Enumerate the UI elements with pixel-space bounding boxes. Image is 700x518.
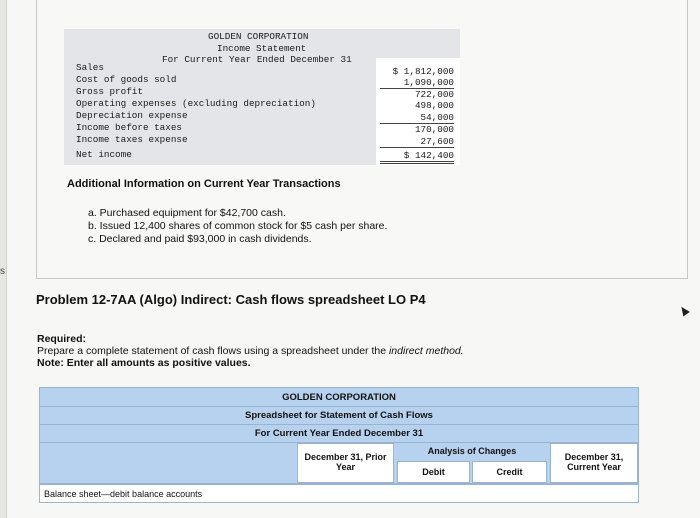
col-header-analysis: Analysis of Changes <box>397 443 547 461</box>
is-row-amount: 54,000 <box>420 112 454 123</box>
page-edge <box>0 0 7 518</box>
ss-header-band <box>40 407 638 425</box>
is-row-label: Income before taxes <box>76 122 183 133</box>
cash-flow-spreadsheet <box>39 387 639 503</box>
is-row-amount: 722,000 <box>414 89 454 100</box>
additional-item: b. Issued 12,400 shares of common stock for $5 cash per share. <box>88 220 388 232</box>
ss-company: GOLDEN CORPORATION <box>282 392 396 403</box>
is-row-label: Cost of goods sold <box>76 74 177 85</box>
is-company: GOLDEN CORPORATION <box>208 31 309 42</box>
is-statement-name: Income Statement <box>217 43 307 54</box>
ss-title: Spreadsheet for Statement of Cash Flows <box>245 410 433 421</box>
required-text <box>37 345 464 357</box>
is-period: For Current Year Ended December 31 <box>162 54 352 65</box>
problem-title: Problem 12-7AA (Algo) Indirect: Cash flows spreadsheet LO P4 <box>36 292 426 307</box>
ss-header-band <box>40 388 638 407</box>
is-row-amount: 498,000 <box>414 100 454 111</box>
col-header-current-year: December 31, Current Year <box>550 443 638 483</box>
income-statement <box>64 29 460 165</box>
additional-item: a. Purchased equipment for $42,700 cash. <box>88 207 286 219</box>
is-row-label: Operating expenses (excluding depreciation) <box>76 98 316 109</box>
is-row-amount: 170,000 <box>414 124 454 135</box>
required-text-emphasis: indirect method. <box>388 345 464 357</box>
is-row-amount: $ 1,812,000 <box>392 66 454 77</box>
note: Note: Enter all amounts as positive values. <box>37 357 251 369</box>
ss-period: For Current Year Ended December 31 <box>254 428 424 439</box>
required-label: Required: <box>37 333 87 345</box>
double-underline <box>380 163 454 164</box>
is-row-amount: 1,090,000 <box>403 77 454 88</box>
col-header-debit: Debit <box>397 461 470 483</box>
is-row-amount: $ 142,400 <box>403 150 454 161</box>
is-row-amount: 27,600 <box>420 136 454 147</box>
is-row-label: Income taxes expense <box>76 134 188 145</box>
required-text-main: Prepare a complete statement of cash flows using a spreadsheet under the <box>37 345 389 357</box>
col-header-prior-year: December 31, Prior Year <box>297 443 394 483</box>
is-row-label: Sales <box>76 62 104 73</box>
additional-item: c. Declared and paid $93,000 in cash dividends. <box>88 233 312 245</box>
is-row-label: Net income <box>76 149 132 160</box>
mouse-pointer-icon <box>678 305 690 317</box>
side-label: s <box>0 266 5 277</box>
double-underline <box>380 161 454 162</box>
is-row-label: Gross profit <box>76 86 143 97</box>
additional-info-title: Additional Information on Current Year Transactions <box>67 178 341 190</box>
underline <box>380 147 454 148</box>
row-divider <box>40 484 638 485</box>
col-header-credit: Credit <box>472 461 547 483</box>
ss-header-band <box>40 425 638 443</box>
is-row-label: Depreciation expense <box>76 110 188 121</box>
row-label-debit-accounts: Balance sheet—debit balance accounts <box>44 489 203 499</box>
